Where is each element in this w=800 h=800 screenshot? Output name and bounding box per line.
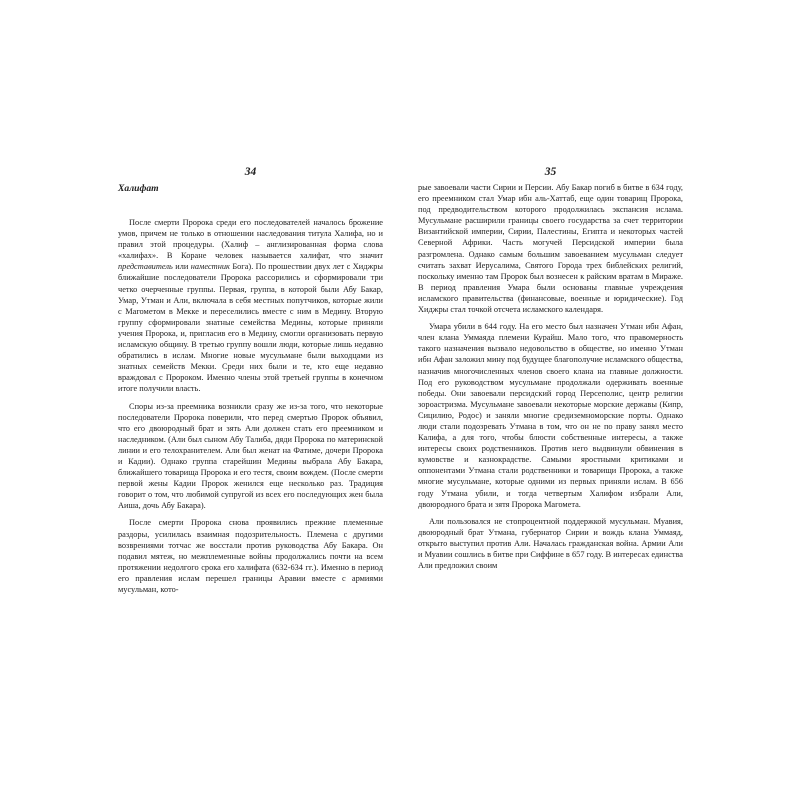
- page-body: [118, 217, 383, 595]
- right-page: [418, 164, 683, 577]
- page-body: [418, 182, 683, 571]
- section-title: Халифат: [118, 183, 159, 194]
- paragraph: [118, 517, 383, 595]
- emphasized-text: представитель: [118, 262, 173, 272]
- text-run: Споры из-за преемника возникли сразу же из-за того, что некоторые последователи Пророка поверили, что перед смертью Пророк объявил, что его двоюродный брат и зять Али должен стать его преемником и наследником. (Али был сыном Абу Талиба, дяди Пророка по материнской линии и его телохранителем. Али был женат на Фатиме, дочери Пророка и Кадии). Однако группа старейшин Медины выбрала Абу Бакара, ближайшего товарища Пророка и его тестя, своим вождем. (После смерти первой жены Кадии Пророк женился еще несколько раз. Традиция говорит о том, что любимой супругой из всех его последующих жен была Аиша, дочь Абу Бакара).: [118, 401, 383, 511]
- page-number: 35: [544, 166, 557, 178]
- paragraph: [418, 182, 683, 315]
- paragraph: [118, 401, 383, 512]
- page-number: 34: [244, 166, 257, 178]
- paragraph: [418, 516, 683, 571]
- text-run: Али пользовался не стопроцентной поддержкой мусульман. Муавия, двоюродный брат Утмана, губернатор Сирии и вождь клана Уммаяд, открыто выступил против Али. Началась гражданская война. Армии Али и Муавии сошлись в битве при Сиффине в 657 году. В интересах единства Али предложил своим: [418, 516, 683, 571]
- text-run: или: [172, 262, 191, 272]
- left-page: [118, 164, 383, 601]
- paragraph: [418, 321, 683, 510]
- text-run: После смерти Пророка снова проявились прежние племенные раздоры, усилилась взаимная подозрительность. Племена с другими возврениями тотчас же восстали против руководства Абу Бакара. Он подавил мятеж, но межплеменные войны продолжались почти на всем протяжении недолгого срока его халифата (632-634 гг.). Именно в период его правления ислам перешел границы Аравии вместе с армиями мусульман, кото-: [118, 518, 383, 594]
- text-run: Бога). По прошествии двух лет с Хиджры ближайшие последователи Пророка рассорились и сформировали три четко очерченные группы. Первая, группа, в которой были Абу Бакар, Умар, Утман и Али, включала в себя местных попутчиков, которые жили с Магометом в Мекке и переселились вместе с ним в Медину. Вторую группу сформировали знатные семейства Медины, которые приняли учения Пророка, и, пригласив его в Медину, смогли организовать первую исламскую общину. В третью группу вошли люди, которые лишь недавно обратились в ислам. Многие новые мусульмане были выходцами из знатных семейств Мекки. Среди них были и те, кто еще недавно враждовал с Пророком. Именно члены этой третьей группы в конечном итоге получили власть.: [118, 262, 383, 394]
- text-run: После смерти Пророка среди его последователей началось брожение умов, причем не только в отношении наследования титула Халифа, но и правил этой процедуры. (Халиф – англизированная форма слова «халифах». В Коране человек называется халифат, что значит: [118, 218, 383, 261]
- paragraph: [118, 217, 383, 395]
- text-run: Умара убили в 644 году. На его место был назначен Утман ибн Афан, член клана Уммаяда племени Курайш. Мало того, что правомерность такого назначения вызвало недовольство в обществе, но именно Утман ибн Афан заложил мину под будущее благополучие исламского общества, назначив многочисленных членов своего клана на главные должности. Под его руководством мусульмане продолжали одерживать военные победы. Они завоевали персидский город Персеполис, центр религии зороастризма. Мусульмане завоевали некоторые морские державы (Кипр, Сицилию, Родос) и заняли многие средиземноморские порты. Однако люди стали подозревать Утмана в том, что он не по праву занял место Калифа, а для того, чтобы блюсти собственные интересы, а также интересы своих родственников. Против него выдвинули обвинения в кумовстве и казнокрадстве. Самыми яростными критиками и оппонентами Утмана стали родственники и товарищи Пророка, а также многие мусульмане, которые одними из первых приняли ислам. В 656 году Утмана убили, и тогда четвертым Халифом избрали Али, двоюродного брата и зятя Пророка Магомета.: [418, 322, 683, 509]
- emphasized-text: наместник: [190, 262, 230, 272]
- text-run: рые завоевали части Сирии и Персии. Абу Бакар погиб в битве в 634 году, его преемником стал Умар ибн аль-Хаттаб, еще один товарищ Пророка, под предводительством которого продолжилась экспансия ислама. Мусульмане расширили границы своего государства за счет территории Византийской империи, Сирии, Палестины, Египта и некоторых частей Северной Африки. Часть могучей Персидской империи была разгромлена. Однако самым большим завоеванием мусульман следует считать захват Иерусалима, Святого Города трех библейских религий, поскольку именно там Пророк был вознесен к райским вратам в Мираже. В период правления Умара были основаны главные учреждения исламского правительства (финансовые, военные и юридические). Год Хиджры стал точкой отсчета исламского календаря.: [418, 183, 683, 315]
